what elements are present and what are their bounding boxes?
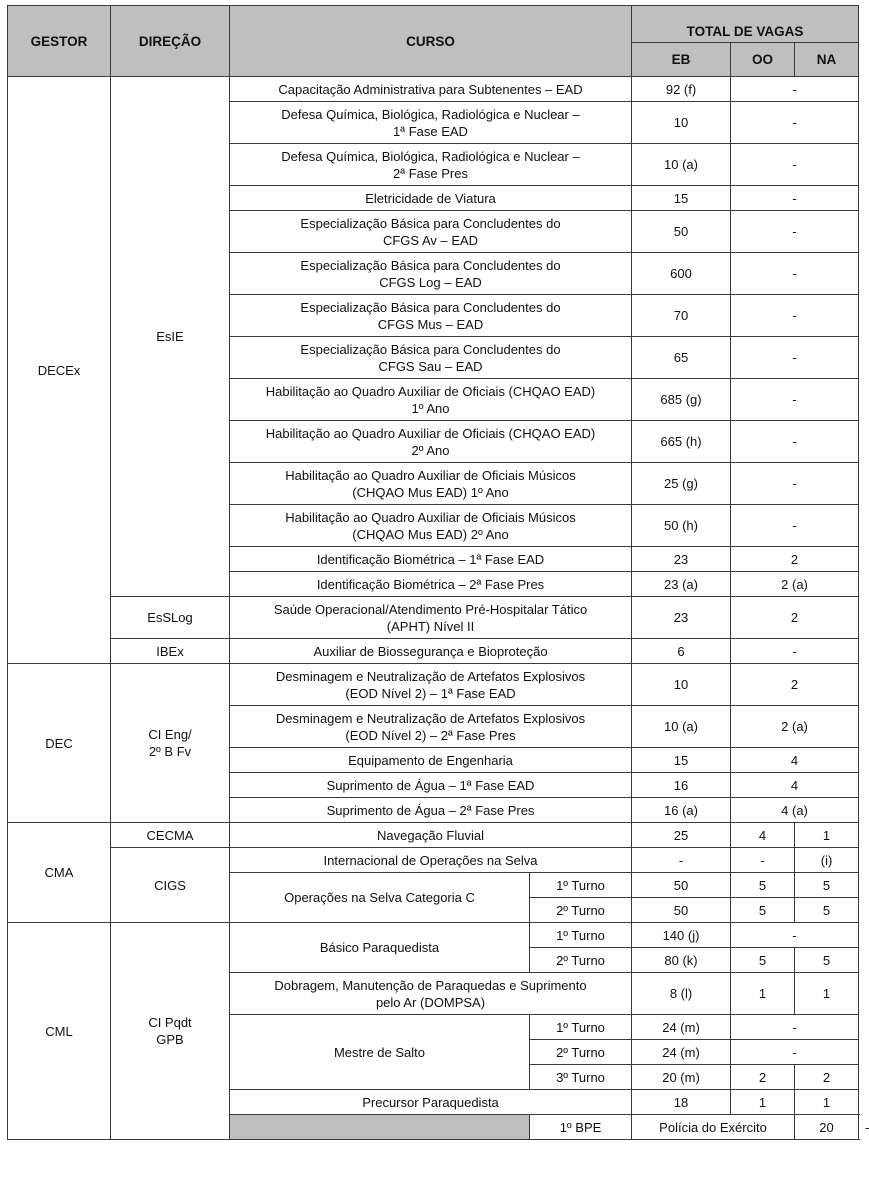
curso-cell [230,102,632,144]
curso-cell [230,337,632,379]
na-cell: (i) [795,848,859,873]
curso-text: Identificação Biométrica – 1ª Fase EAD [316,551,545,567]
curso-cell [230,211,632,253]
curso-text: Auxiliar de Biossegurança e Bioproteção [313,643,548,659]
header-total-vagas: TOTAL DE VAGAS [632,6,859,43]
table-row [8,823,859,848]
eb-cell: 80 (k) [632,948,731,973]
curso-cell [230,77,632,102]
eb-cell: 10 [632,102,731,144]
oo-na-cell: - [731,505,859,547]
direcao-cell [111,923,230,1140]
eb-cell: 92 (f) [632,77,731,102]
eb-cell: 23 [632,547,731,572]
oo-na-cell: 2 [731,597,859,639]
eb-cell: 50 [632,211,731,253]
header-curso: CURSO [230,6,632,77]
turno-cell: 1º Turno [530,1015,632,1040]
oo-na-cell: 4 (a) [731,798,859,823]
oo-cell: 5 [731,873,795,898]
curso-text: Precursor Paraquedista [362,1094,499,1110]
eb-cell: 50 (h) [632,505,731,547]
oo-cell: 1 [731,1090,795,1115]
curso-line-1: Habilitação ao Quadro Auxiliar de Oficiais (CHQAO EAD) [265,425,596,441]
oo-na-cell: - [731,253,859,295]
eb-cell: 685 (g) [632,379,731,421]
table-row: 1º BPE Polícia do Exército 20 - [8,1115,859,1140]
curso-line-2: CFGS Mus – EAD [377,316,484,332]
eb-cell: 70 [632,295,731,337]
oo-na-cell: - [731,295,859,337]
curso-cell [230,773,632,798]
eb-cell: 10 (a) [632,144,731,186]
na-cell: 5 [795,898,859,923]
turno-cell: 2º Turno [530,898,632,923]
curso-cell [230,572,632,597]
curso-line-2: pelo Ar (DOMPSA) [375,994,486,1010]
eb-cell: 140 (j) [632,923,731,948]
eb-cell: 600 [632,253,731,295]
oo-na-cell: - [731,421,859,463]
curso-text: Polícia do Exército [659,1119,767,1135]
curso-line-2: (CHQAO Mus EAD) 2º Ano [352,526,509,542]
na-cell: 1 [795,823,859,848]
curso-cell [230,664,632,706]
curso-cell [230,706,632,748]
oo-na-cell: - [731,639,859,664]
oo-na-cell: - [731,463,859,505]
oo-na-cell: 2 (a) [731,706,859,748]
curso-line-2: (EOD Nível 2) – 2ª Fase Pres [345,727,516,743]
curso-line-1: Defesa Química, Biológica, Radiológica e Nuclear – [281,148,580,164]
gestor-cell: CMA [8,823,111,923]
oo-na-cell: 2 [731,547,859,572]
header-oo: OO [731,43,795,77]
eb-cell: 24 (m) [632,1015,731,1040]
curso-cell [230,1090,632,1115]
curso-line-1: Habilitação ao Quadro Auxiliar de Oficiais Músicos [285,467,576,483]
oo-cell: 1 [731,973,795,1015]
curso-line-1: Especialização Básica para Concludentes do [300,215,561,231]
na-cell: 5 [795,948,859,973]
curso-line-1: Especialização Básica para Concludentes do [300,299,561,315]
oo-cell: - [731,848,795,873]
curso-cell [230,505,632,547]
curso-text: Capacitação Administrativa para Subtenentes – EAD [278,81,583,97]
direcao-cell: EsSLog [111,597,230,639]
direcao-line-2: GPB [156,1032,184,1047]
oo-na-cell: - [731,211,859,253]
gestor-cell: DECEx [8,77,111,664]
direcao-line-1: CI Pqdt [148,1015,192,1030]
oo-na-cell: - [731,1015,859,1040]
curso-cell [230,547,632,572]
eb-cell: 20 [795,1115,859,1140]
curso-line-2: (EOD Nível 2) – 1ª Fase EAD [345,685,516,701]
oo-na-cell: - [731,923,859,948]
curso-cell [230,144,632,186]
header-gestor: GESTOR [8,6,111,77]
eb-cell: 23 [632,597,731,639]
curso-cell [230,421,632,463]
eb-cell: 25 [632,823,731,848]
eb-cell: 10 (a) [632,706,731,748]
curso-line-1: Desminagem e Neutralização de Artefatos Explosivos [275,668,586,684]
turno-cell: 2º Turno [530,1040,632,1065]
curso-line-1: Habilitação ao Quadro Auxiliar de Oficiais (CHQAO EAD) [265,383,596,399]
na-cell: 5 [795,873,859,898]
eb-cell: 20 (m) [632,1065,731,1090]
curso-cell [230,463,632,505]
na-cell: 1 [795,1090,859,1115]
curso-cell [230,923,530,973]
curso-line-2: CFGS Sau – EAD [378,358,483,374]
curso-text: Internacional de Operações na Selva [323,852,538,868]
oo-na-cell: - [731,144,859,186]
table-container [7,5,869,1140]
curso-cell [230,1015,530,1090]
oo-na-cell: - [731,1040,859,1065]
na-cell: 2 [795,1065,859,1090]
curso-cell [632,1115,795,1140]
oo-na-cell: - [731,379,859,421]
curso-line-2: 2ª Fase Pres [393,165,468,181]
gestor-cell-blank [230,1115,530,1140]
curso-cell [230,597,632,639]
curso-line-2: CFGS Log – EAD [379,274,482,290]
curso-line-2: 2º Ano [411,442,450,458]
eb-cell: - [632,848,731,873]
eb-cell: 15 [632,186,731,211]
na-cell: 1 [795,973,859,1015]
curso-line-1: Especialização Básica para Concludentes do [300,257,561,273]
curso-text: Suprimento de Água – 1ª Fase EAD [326,777,535,793]
eb-cell: 6 [632,639,731,664]
oo-na-cell: - [731,102,859,144]
curso-text: Mestre de Salto [333,1044,426,1060]
table-row [8,597,859,639]
curso-line-1: Habilitação ao Quadro Auxiliar de Oficiais Músicos [285,509,576,525]
vagas-table [7,5,869,1140]
curso-line-1: Defesa Química, Biológica, Radiológica e Nuclear – [281,106,580,122]
curso-text: Equipamento de Engenharia [348,752,513,768]
curso-cell [230,798,632,823]
turno-cell: 3º Turno [530,1065,632,1090]
curso-line-2: (APHT) Nível II [386,618,475,634]
eb-cell: 10 [632,664,731,706]
direcao-line-1: CI Eng/ [148,727,192,742]
oo-na-cell: - [731,186,859,211]
eb-cell: 15 [632,748,731,773]
oo-cell: 2 [731,1065,795,1090]
curso-cell [230,873,530,923]
eb-cell: 25 (g) [632,463,731,505]
curso-line-1: Especialização Básica para Concludentes do [300,341,561,357]
turno-cell: 1º Turno [530,873,632,898]
curso-cell [230,848,632,873]
curso-text: Identificação Biométrica – 2ª Fase Pres [316,576,545,592]
oo-na-cell: 4 [731,773,859,798]
curso-cell [230,639,632,664]
oo-na-cell: 2 [731,664,859,706]
table-row [8,923,859,948]
oo-cell: 5 [731,898,795,923]
curso-line-2: 1º Ano [411,400,450,416]
direcao-line-2: 2º B Fv [148,744,192,759]
curso-cell [230,823,632,848]
curso-text: Operações na Selva Categoria C [284,890,475,905]
curso-line-1: Saúde Operacional/Atendimento Pré-Hospitalar Tático [273,601,588,617]
curso-text: Básico Paraquedista [319,940,440,955]
eb-cell: 8 (l) [632,973,731,1015]
curso-text: Suprimento de Água – 2ª Fase Pres [326,802,535,818]
oo-cell: 5 [731,948,795,973]
direcao-cell: CIGS [111,848,230,923]
header-na: NA [795,43,859,77]
curso-line-2: 1ª Fase EAD [393,123,468,139]
header-eb: EB [632,43,731,77]
oo-na-cell: 4 [731,748,859,773]
table-row [8,848,859,873]
direcao-cell: CECMA [111,823,230,848]
turno-cell: 2º Turno [530,948,632,973]
eb-cell: 665 (h) [632,421,731,463]
turno-cell: 1º Turno [530,923,632,948]
curso-cell [230,186,632,211]
curso-line-2: CFGS Av – EAD [382,232,479,248]
direcao-cell [111,664,230,823]
eb-cell: 50 [632,898,731,923]
curso-line-2: (CHQAO Mus EAD) 1º Ano [352,484,509,500]
eb-cell: 16 [632,773,731,798]
gestor-cell: DEC [8,664,111,823]
curso-text: Eletricidade de Viatura [365,190,496,206]
direcao-cell: 1º BPE [530,1115,632,1140]
oo-cell: 4 [731,823,795,848]
table-row [8,77,859,102]
curso-line-1: Dobragem, Manutenção de Paraquedas e Suprimento [274,977,587,993]
direcao-cell: EsIE [111,77,230,597]
eb-cell: 23 (a) [632,572,731,597]
curso-cell [230,295,632,337]
curso-line-1: Desminagem e Neutralização de Artefatos Explosivos [275,710,586,726]
curso-cell [230,748,632,773]
oo-na-cell: - [731,337,859,379]
eb-cell: 65 [632,337,731,379]
direcao-cell: IBEx [111,639,230,664]
curso-cell [230,253,632,295]
curso-text: Navegação Fluvial [377,827,484,843]
header-direcao: DIREÇÃO [111,6,230,77]
eb-cell: 18 [632,1090,731,1115]
eb-cell: 50 [632,873,731,898]
table-row [8,664,859,706]
curso-cell [230,379,632,421]
curso-cell [230,973,632,1015]
gestor-cell: CML [8,923,111,1140]
oo-na-cell: 2 (a) [731,572,859,597]
eb-cell: 24 (m) [632,1040,731,1065]
oo-na-cell: - [731,77,859,102]
eb-cell: 16 (a) [632,798,731,823]
table-row [8,639,859,664]
